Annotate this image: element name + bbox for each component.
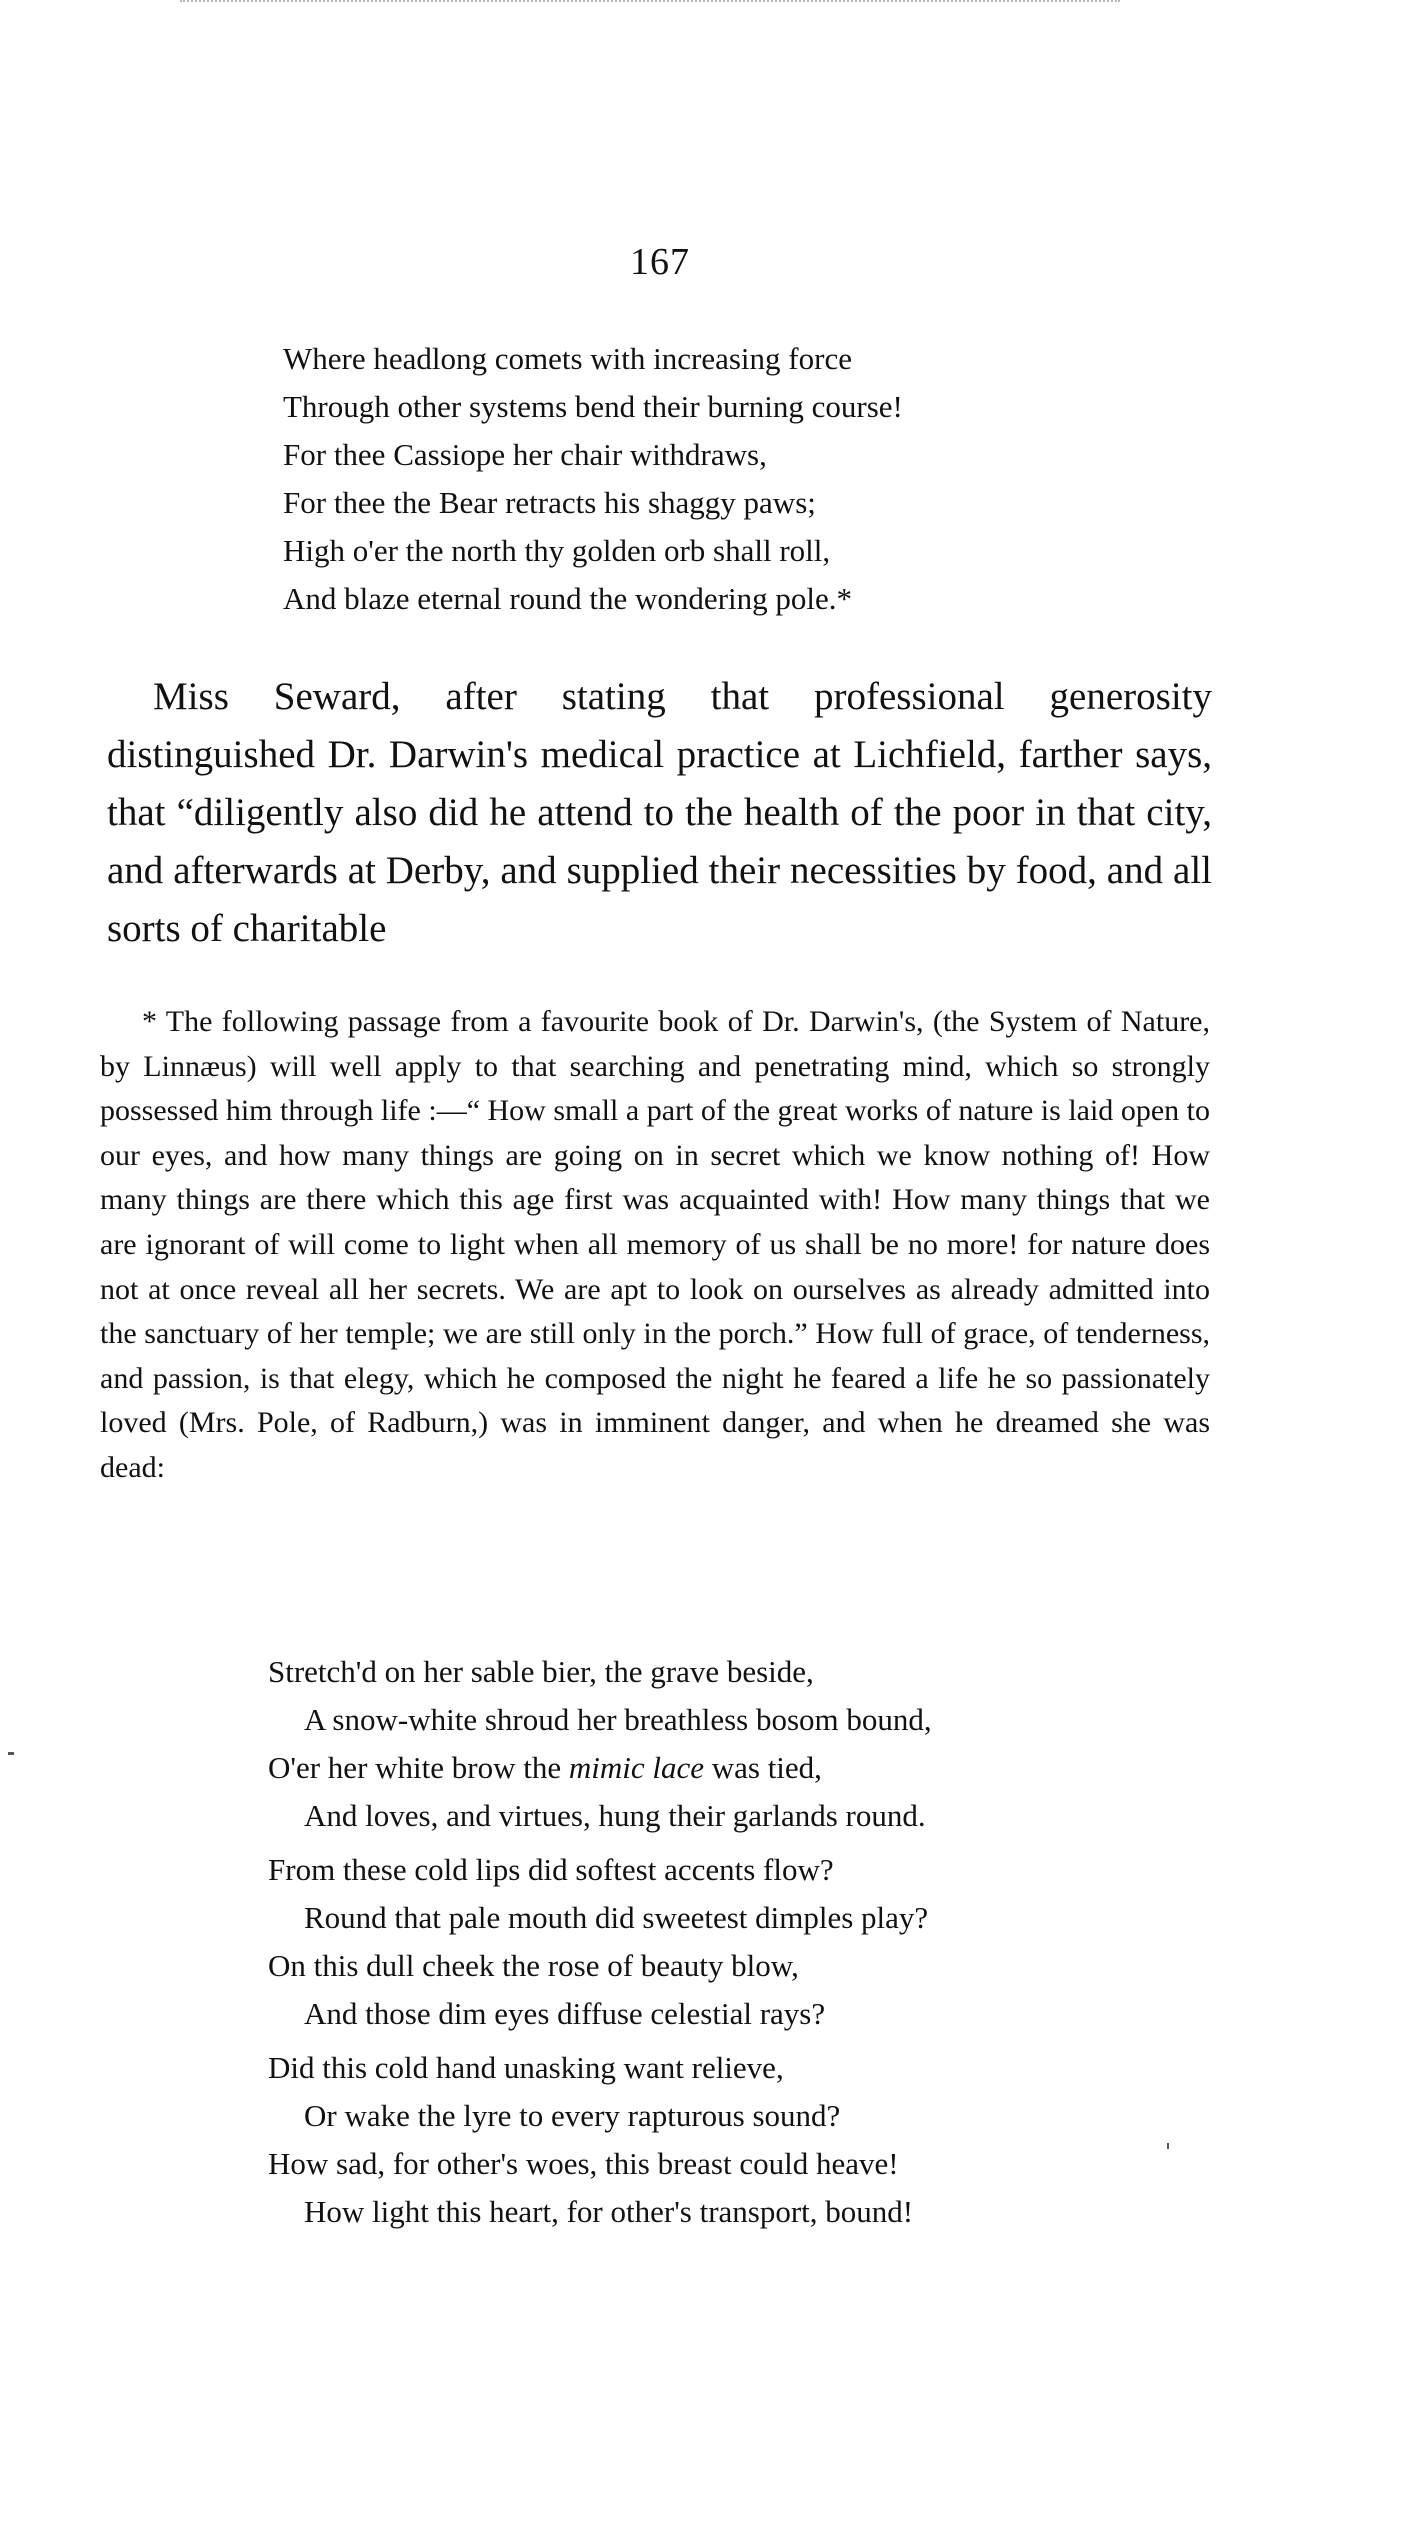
elegy-line: How sad, for other's woes, this breast could heave!	[268, 2146, 899, 2181]
poem-line: Through other systems bend their burning course!	[283, 389, 903, 424]
elegy-line: Stretch'd on her sable bier, the grave beside,	[268, 1654, 814, 1689]
elegy-line: And loves, and virtues, hung their garlands round.	[304, 1798, 926, 1833]
poem-line: For thee Cassiope her chair withdraws,	[283, 437, 767, 472]
scan-speck	[1167, 2143, 1169, 2149]
elegy-line: Or wake the lyre to every rapturous sound?	[304, 2098, 841, 2133]
elegy-line: On this dull cheek the rose of beauty blow,	[268, 1948, 799, 1983]
elegy-line: Round that pale mouth did sweetest dimples play?	[304, 1900, 929, 1935]
elegy-poem	[268, 1648, 932, 2236]
elegy-line: And those dim eyes diffuse celestial rays?	[304, 1996, 826, 2031]
poem-line: And blaze eternal round the wondering pole.*	[283, 581, 853, 616]
page-number: 167	[630, 241, 690, 283]
scan-speck	[8, 1752, 14, 1755]
scan-edge-artifact	[180, 0, 1120, 8]
elegy-line: A snow-white shroud her breathless bosom bound,	[304, 1702, 932, 1737]
elegy-line: How light this heart, for other's transport, bound!	[304, 2194, 914, 2229]
poem-line: For thee the Bear retracts his shaggy paws;	[283, 485, 816, 520]
body-paragraph: Miss Seward, after stating that professional generosity distinguished Dr. Darwin's medical practice at Lichfield, farther says, that “diligently also did he attend to the health of the poor in that city, and afterwards at Derby, and supplied their necessities by food, and all sorts of charitable	[107, 675, 1212, 950]
elegy-line: From these cold lips did softest accents flow?	[268, 1852, 834, 1887]
poem-excerpt	[283, 335, 903, 623]
footnote: * The following passage from a favourite book of Dr. Darwin's, (the System of Nature, by Linnæus) will well apply to that searching and penetrating mind, which so strongly possessed him through life :—“ How small a part of the great works of nature is laid open to our eyes, and how many things are going on in secret which we know nothing of! How many things are there which this age first was acquainted with! How many things that we are ignorant of will come to light when all memory of us shall be no more! for nature does not at once reveal all her secrets. We are apt to look on ourselves as already admitted into the sanctuary of her temple; we are still only in the porch.” How full of grace, of tenderness, and passion, is that elegy, which he composed the night he feared a life he so passionately loved (Mrs. Pole, of Radburn,) was in imminent danger, and when he dreamed she was dead:	[100, 1005, 1210, 1484]
elegy-line: O'er her white brow the mimic lace was tied,	[268, 1750, 822, 1785]
italic-phrase: mimic lace	[568, 1750, 704, 1785]
elegy-line: Did this cold hand unasking want relieve,	[268, 2050, 784, 2085]
poem-line: High o'er the north thy golden orb shall roll,	[283, 533, 831, 568]
poem-line: Where headlong comets with increasing force	[283, 341, 852, 376]
